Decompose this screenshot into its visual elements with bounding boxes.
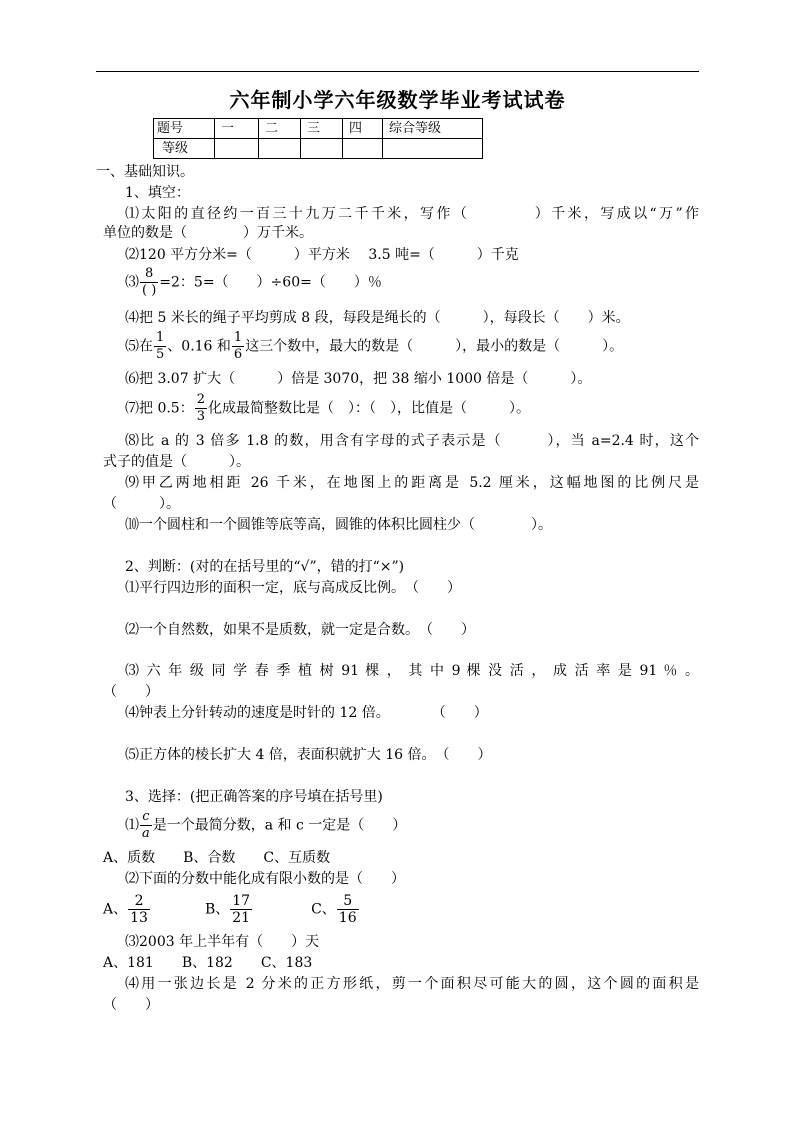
score-cell[interactable] (301, 139, 343, 159)
score-cell[interactable] (215, 139, 259, 159)
fill-q10: ⑽一个圆柱和一个圆锥等底等高，圆锥的体积比圆柱少（ ）。 (125, 517, 552, 533)
score-table-header-row (154, 119, 483, 139)
fill-q7 (125, 392, 530, 425)
judge-q4: ⑷钟表上分针转动的速度是时针的 12 倍。 （ ） (125, 705, 488, 721)
fill-q3-prefix: ⑶ (125, 274, 139, 291)
score-cell[interactable] (259, 139, 301, 159)
fill-q2: ⑵120 平方分米=（ ）平方米 3.5 吨=（ ）千克 (125, 247, 519, 263)
fraction-denominator: 21 (232, 910, 251, 926)
fraction-numerator: 2 (128, 893, 150, 910)
fraction-numerator: 1 (233, 330, 243, 345)
fraction-denominator: 13 (130, 910, 148, 926)
fill-q1-line2: 单位的数是（ ）万千米。 (103, 225, 313, 241)
fill-q3 (125, 266, 382, 299)
choice-q4-line2: （ ） (103, 997, 159, 1013)
choice-heading: 3、选择：(把正确答案的序号填在括号里) (125, 789, 383, 805)
judge-q5: ⑸正方体的棱长扩大 4 倍，表面积就扩大 16 倍。 （ ） (125, 747, 492, 763)
fill-q5 (125, 330, 623, 363)
score-table-grade-row (154, 139, 483, 159)
choice-q3-options: A、181 B、182 C、183 (103, 955, 313, 971)
score-header-cell: 题号 (154, 119, 215, 139)
fill-q7-text: 化成最简整数比是（ ）：（ ），比值是（ ）。 (208, 400, 530, 417)
score-cell[interactable] (383, 139, 483, 159)
fraction-denominator: 16 (338, 910, 357, 926)
score-header-cell: 综合等级 (383, 119, 483, 139)
fill-q4: ⑷把 5 米长的绳子平均剪成 8 段，每段是绳长的（ ），每段长（ ）米。 (125, 310, 630, 326)
option-c-fraction (337, 893, 359, 926)
judge-q3-line1: ⑶ 六 年 级 同 学 春 季 植 树 91 棵 ， 其 中 9 棵 没 活 ， 成 活 率 是 91 ％ 。 (125, 663, 699, 679)
score-header-cell: 四 (343, 119, 383, 139)
fill-q8-line1: ⑻比 a 的 3 倍多 1.8 的数，用含有字母的式子表示是（ ），当 a=2.4 时，这个 (125, 433, 699, 449)
fill-q1-line1: ⑴太阳的直径约一百三十九万二千千米，写作（ ）千米，写成以“万”作 (125, 206, 699, 222)
page-title: 六年制小学六年级数学毕业考试试卷 (229, 88, 566, 112)
score-cell[interactable] (343, 139, 383, 159)
judge-q2: ⑵一个自然数，如果不是质数，就一定是合数。 （ ） (125, 622, 475, 638)
score-row-label: 等级 (154, 139, 215, 159)
option-a-label: A、 (103, 901, 128, 918)
fill-q5-mid: 、0.16 和 (167, 338, 231, 355)
fraction-denominator: 6 (233, 347, 243, 362)
choice-q1-fraction (140, 809, 152, 842)
option-c-label: C、 (311, 901, 336, 918)
fraction-numerator: 8 (140, 266, 158, 283)
fill-q3-fraction (140, 266, 158, 299)
judge-heading: 2、判断：(对的在括号里的“√”，错的打“×”) (125, 559, 405, 575)
score-table (153, 118, 483, 159)
choice-q1 (125, 809, 406, 842)
choice-q4-line1: ⑷用一张边长是 2 分米的正方形纸，剪一个面积尽可能大的圆，这个圆的面积是 (125, 976, 699, 992)
score-header-cell: 二 (259, 119, 301, 139)
fraction-denominator: ( ) (142, 283, 157, 298)
fill-q9-line2: （ ）。 (103, 496, 180, 512)
fill-q8-line2: 式子的值是（ ）。 (103, 454, 250, 470)
choice-q1-text: 是一个最简分数，a 和 c 一定是（ ） (152, 817, 407, 834)
top-rule (96, 71, 699, 72)
option-b-label: B、 (204, 901, 230, 918)
choice-q1-prefix: ⑴ (125, 817, 139, 834)
fill-q5-fraction-1 (154, 330, 166, 363)
fill-heading: 1、填空： (125, 185, 190, 201)
section1-heading: 一、基础知识。 (96, 164, 194, 180)
fill-q3-text: =2：5=（ ）÷60=（ ）％ (159, 274, 382, 291)
fraction-numerator: 5 (337, 893, 359, 910)
fraction-denominator: 5 (156, 347, 165, 362)
score-header-cell: 三 (301, 119, 343, 139)
choice-q2-options (103, 893, 360, 926)
fill-q7-fraction (195, 392, 207, 425)
fill-q5-fraction-2 (232, 330, 244, 363)
fraction-numerator: 17 (232, 893, 251, 909)
fill-q9-line1: ⑼甲乙两地相距 26 千米，在地图上的距离是 5.2 厘米，这幅地图的比例尺是 (125, 475, 699, 491)
fill-q5-prefix: ⑸在 (125, 338, 153, 355)
fraction-denominator: 3 (196, 409, 205, 424)
fill-q5-text: 这三个数中，最大的数是（ ），最小的数是（ ）。 (245, 338, 624, 355)
judge-q3-line2: （ ） (103, 684, 159, 700)
option-b-fraction (230, 893, 252, 926)
choice-q2: ⑵下面的分数中能化成有限小数的是（ ） (125, 871, 405, 887)
option-a-fraction (128, 893, 150, 926)
fraction-denominator: a (142, 826, 150, 841)
fraction-numerator: 1 (156, 330, 165, 345)
fraction-numerator: 2 (196, 392, 205, 407)
fill-q6: ⑹把 3.07 扩大（ ）倍是 3070，把 38 缩小 1000 倍是（ ）。 (125, 371, 592, 387)
choice-q1-options: A、质数 B、合数 C、互质数 (103, 850, 331, 866)
fraction-numerator: c (140, 809, 152, 826)
choice-q3: ⑶2003 年上半年有（ ）天 (125, 934, 320, 950)
score-header-cell: 一 (215, 119, 259, 139)
fill-q7-prefix: ⑺把 0.5： (125, 400, 194, 417)
judge-q1: ⑴平行四边形的面积一定，底与高成反比例。 （ ） (125, 580, 461, 596)
